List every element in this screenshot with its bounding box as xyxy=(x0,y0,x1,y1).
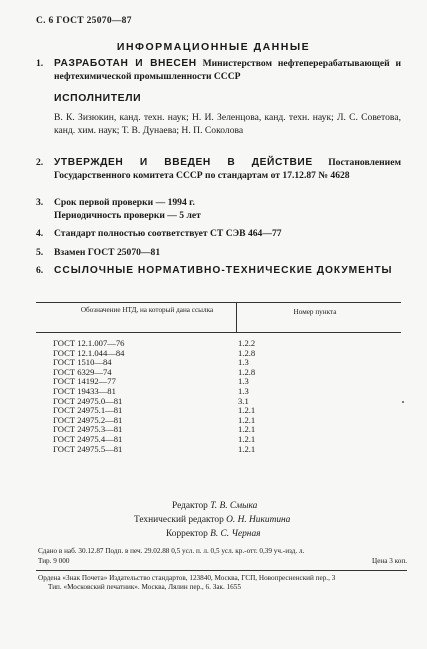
section-text: ССЫЛОЧНЫЕ НОРМАТИВНО-ТЕХНИЧЕСКИЕ ДОКУМЕНТЫ xyxy=(54,265,393,276)
table-cell-document: ГОСТ 24975.5—81 xyxy=(53,443,123,454)
section-number: 2. xyxy=(36,157,44,168)
executors-list: В. К. Зизюкин, канд. техн. наук; Н. И. Зеленцова, канд. техн. наук; Л. С. Советова, канд. хим. наук; Т. В. Дунаева; Н. П. Соколова xyxy=(54,112,401,136)
section-lead: УТВЕРЖДЕН И ВВЕДЕН В ДЕЙСТВИЕ xyxy=(54,157,313,168)
table-column-divider xyxy=(236,302,237,332)
table-header-rule xyxy=(36,332,401,333)
table-cell-document: ГОСТ 24975.0—81 xyxy=(53,395,123,406)
review-period: Периодичность проверки — 5 лет xyxy=(54,209,201,221)
page-title: ИНФОРМАЦИОННЫЕ ДАННЫЕ xyxy=(116,41,311,53)
section-number: 3. xyxy=(36,197,44,208)
table-column-documents xyxy=(53,339,124,454)
table-column-clauses xyxy=(238,339,255,454)
imprint-rule xyxy=(36,570,407,571)
table-cell-document: ГОСТ 1510—84 xyxy=(53,357,112,368)
table-cell-clause: 1.2.2 xyxy=(238,338,256,348)
editor-line xyxy=(172,500,257,513)
table-cell-clause: 1.3 xyxy=(238,385,249,396)
table-cell-clause: 1.2.1 xyxy=(238,443,256,454)
table-cell-clause: 1.2.1 xyxy=(238,433,256,444)
table-cell-document: ГОСТ 24975.2—81 xyxy=(53,414,123,425)
table-cell-document: ГОСТ 24975.3—81 xyxy=(53,424,123,435)
price: Цена 3 коп. xyxy=(372,557,407,565)
section-number: 1. xyxy=(36,58,44,69)
section-text: Постановлением Государственного комитета СССР по стандартам от 17.12.87 № 4628 xyxy=(54,157,401,181)
executors-heading: ИСПОЛНИТЕЛИ xyxy=(54,93,142,104)
table-cell-clause: 1.2.1 xyxy=(238,424,256,435)
running-head: С. 6 ГОСТ 25070—87 xyxy=(36,16,132,26)
table-cell-document: ГОСТ 12.1.044—84 xyxy=(53,347,125,358)
editor-name: Т. В. Смыка xyxy=(210,501,258,511)
table-cell-clause: 1.3 xyxy=(238,376,249,387)
table-cell-document: ГОСТ 6329—74 xyxy=(53,366,112,377)
imprint-print-data: Сдано в наб. 30.12.87 Подп. в печ. 29.02.88 0,5 усл. п. л. 0,5 усл. кр.-отт. 0,39 уч.-изд. л. xyxy=(38,547,305,555)
section-4 xyxy=(36,228,401,241)
tech-editor-line xyxy=(134,514,290,527)
section-2 xyxy=(36,157,401,182)
section-text: Взамен ГОСТ 25070—81 xyxy=(54,247,161,258)
table-header-document: Обозначение НТД, на который дана ссылка xyxy=(80,306,214,314)
editor-label: Редактор xyxy=(172,501,208,511)
section-1 xyxy=(36,58,401,83)
table-top-rule xyxy=(36,302,401,303)
review-date: Срок первой проверки — 1994 г. xyxy=(54,197,195,208)
section-number: 4. xyxy=(36,228,44,239)
section-text: Стандарт полностью соответствует СТ СЭВ 464—77 xyxy=(54,228,282,239)
table-cell-document: ГОСТ 24975.4—81 xyxy=(53,433,123,444)
proofreader-label: Корректор xyxy=(166,529,208,539)
table-cell-clause: 3.1 xyxy=(238,395,249,406)
proofreader-name: В. С. Черная xyxy=(210,529,261,539)
proofreader-line xyxy=(166,528,261,541)
table-cell-document: ГОСТ 19433—81 xyxy=(53,385,116,396)
table-cell-clause: 1.2.8 xyxy=(238,366,256,377)
table-cell-clause: 1.2.1 xyxy=(238,414,256,425)
imprint-printer: Тип. «Московский печатник». Москва, Лялин пер., 6. Зак. 1655 xyxy=(48,583,241,591)
table-cell-document: ГОСТ 12.1.007—76 xyxy=(53,338,125,348)
section-text: Министерством нефтеперерабатывающей и нефтехимической промышленности СССР xyxy=(54,58,401,82)
imprint-run-line xyxy=(38,557,407,566)
print-speck xyxy=(402,401,404,403)
section-6 xyxy=(36,265,401,278)
section-3 xyxy=(36,197,401,222)
print-run: Тир. 9 000 xyxy=(38,557,70,565)
section-5 xyxy=(36,247,401,260)
tech-editor-name: О. Н. Никитина xyxy=(226,515,291,525)
table-cell-document: ГОСТ 24975.1—81 xyxy=(53,405,123,416)
tech-editor-label: Технический редактор xyxy=(134,515,224,525)
section-lead: РАЗРАБОТАН И ВНЕСЕН xyxy=(54,58,197,69)
section-number: 6. xyxy=(36,265,44,276)
section-number: 5. xyxy=(36,247,44,258)
table-cell-clause: 1.3 xyxy=(238,357,249,368)
table-cell-document: ГОСТ 14192—77 xyxy=(53,376,116,387)
table-cell-clause: 1.2.8 xyxy=(238,347,256,358)
table-header-clause: Номер пункта xyxy=(293,308,337,316)
table-cell-clause: 1.2.1 xyxy=(238,405,256,416)
imprint-publisher: Ордена «Знак Почета» Издательство стандартов, 123840, Москва, ГСП, Новопресненский пер., 3 xyxy=(38,574,336,582)
